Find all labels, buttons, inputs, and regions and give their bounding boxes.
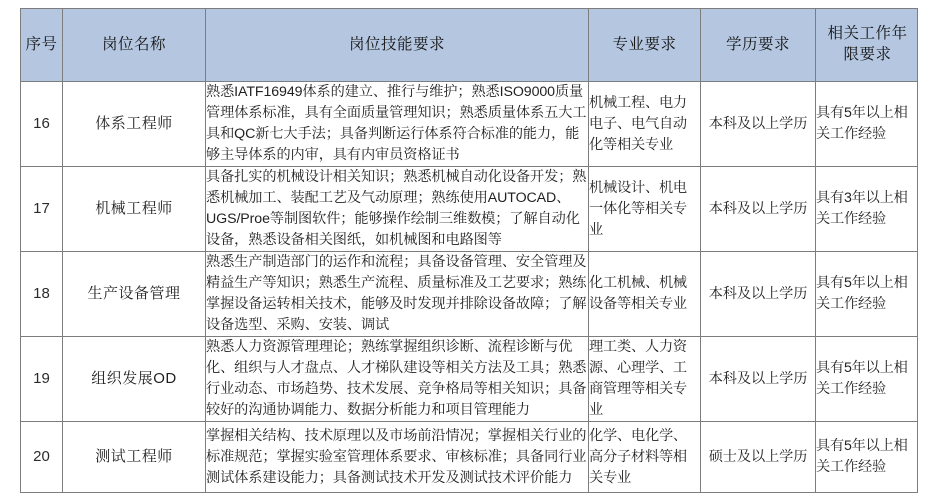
column-header-seq[interactable]: 序号 [21,9,63,82]
cell-edu: 本科及以上学历 [701,252,816,337]
cell-edu: 本科及以上学历 [701,82,816,167]
table-body [21,82,918,493]
cell-exp: 具有5年以上相关工作经验 [816,252,918,337]
cell-title: 机械工程师 [63,167,206,252]
cell-major: 化工机械、机械设备等相关专业 [589,252,701,337]
cell-seq: 17 [21,167,63,252]
cell-exp: 具有5年以上相关工作经验 [816,337,918,422]
cell-seq: 18 [21,252,63,337]
table-row[interactable] [21,252,918,337]
cell-seq: 16 [21,82,63,167]
cell-title: 体系工程师 [63,82,206,167]
cell-major: 机械设计、机电一体化等相关专业 [589,167,701,252]
column-header-edu[interactable]: 学历要求 [701,9,816,82]
job-requirements-table [20,8,918,493]
column-header-major[interactable]: 专业要求 [589,9,701,82]
table-row[interactable] [21,167,918,252]
header-row [21,9,918,82]
cell-major: 理工类、人力资源、心理学、工商管理等相关专业 [589,337,701,422]
cell-skill: 熟悉IATF16949体系的建立、推行与维护；熟悉ISO9000质量管理体系标准，具有全面质量管理知识；熟悉质量体系五大工具和QC新七大手法；具备判断运行体系符合标准的能力，能够主导体系的内审，具有内审员资格证书 [206,82,589,167]
cell-major: 化学、电化学、高分子材料等相关专业 [589,422,701,493]
cell-major: 机械工程、电力电子、电气自动化等相关专业 [589,82,701,167]
cell-title: 组织发展OD [63,337,206,422]
cell-edu: 本科及以上学历 [701,337,816,422]
table-header [21,9,918,82]
cell-title: 测试工程师 [63,422,206,493]
cell-exp: 具有5年以上相关工作经验 [816,422,918,493]
cell-exp: 具有3年以上相关工作经验 [816,167,918,252]
cell-edu: 硕士及以上学历 [701,422,816,493]
column-header-exp[interactable]: 相关工作年限要求 [816,9,918,82]
cell-title: 生产设备管理 [63,252,206,337]
cell-seq: 19 [21,337,63,422]
table-row[interactable] [21,337,918,422]
cell-edu: 本科及以上学历 [701,167,816,252]
table-row[interactable] [21,82,918,167]
cell-skill: 熟悉生产制造部门的运作和流程；具备设备管理、安全管理及精益生产等知识；熟悉生产流程、质量标准及工艺要求；熟练掌握设备运转相关技术，能够及时发现并排除设备故障；了解设备选型、采购、安装、调试 [206,252,589,337]
cell-skill: 掌握相关结构、技术原理以及市场前沿情况；掌握相关行业的标准规范；掌握实验室管理体系要求、审核标准；具备同行业测试体系建设能力；具备测试技术开发及测试技术评价能力 [206,422,589,493]
column-header-title[interactable]: 岗位名称 [63,9,206,82]
table-row[interactable] [21,422,918,493]
cell-seq: 20 [21,422,63,493]
cell-skill: 具备扎实的机械设计相关知识；熟悉机械自动化设备开发；熟悉机械加工、装配工艺及气动原理；熟练使用AUTOCAD、UGS/Proe等制图软件；能够操作绘制三维数模；了解自动化设备，熟悉设备相关图纸，如机械图和电路图等 [206,167,589,252]
spreadsheet-area [20,8,917,486]
cell-skill: 熟悉人力资源管理理论；熟练掌握组织诊断、流程诊断与优化、组织与人才盘点、人才梯队建设等相关方法及工具；熟悉行业动态、市场趋势、技术发展、竞争格局等相关知识；具备较好的沟通协调能力、数据分析能力和项目管理能力 [206,337,589,422]
column-header-skill[interactable]: 岗位技能要求 [206,9,589,82]
cell-exp: 具有5年以上相关工作经验 [816,82,918,167]
